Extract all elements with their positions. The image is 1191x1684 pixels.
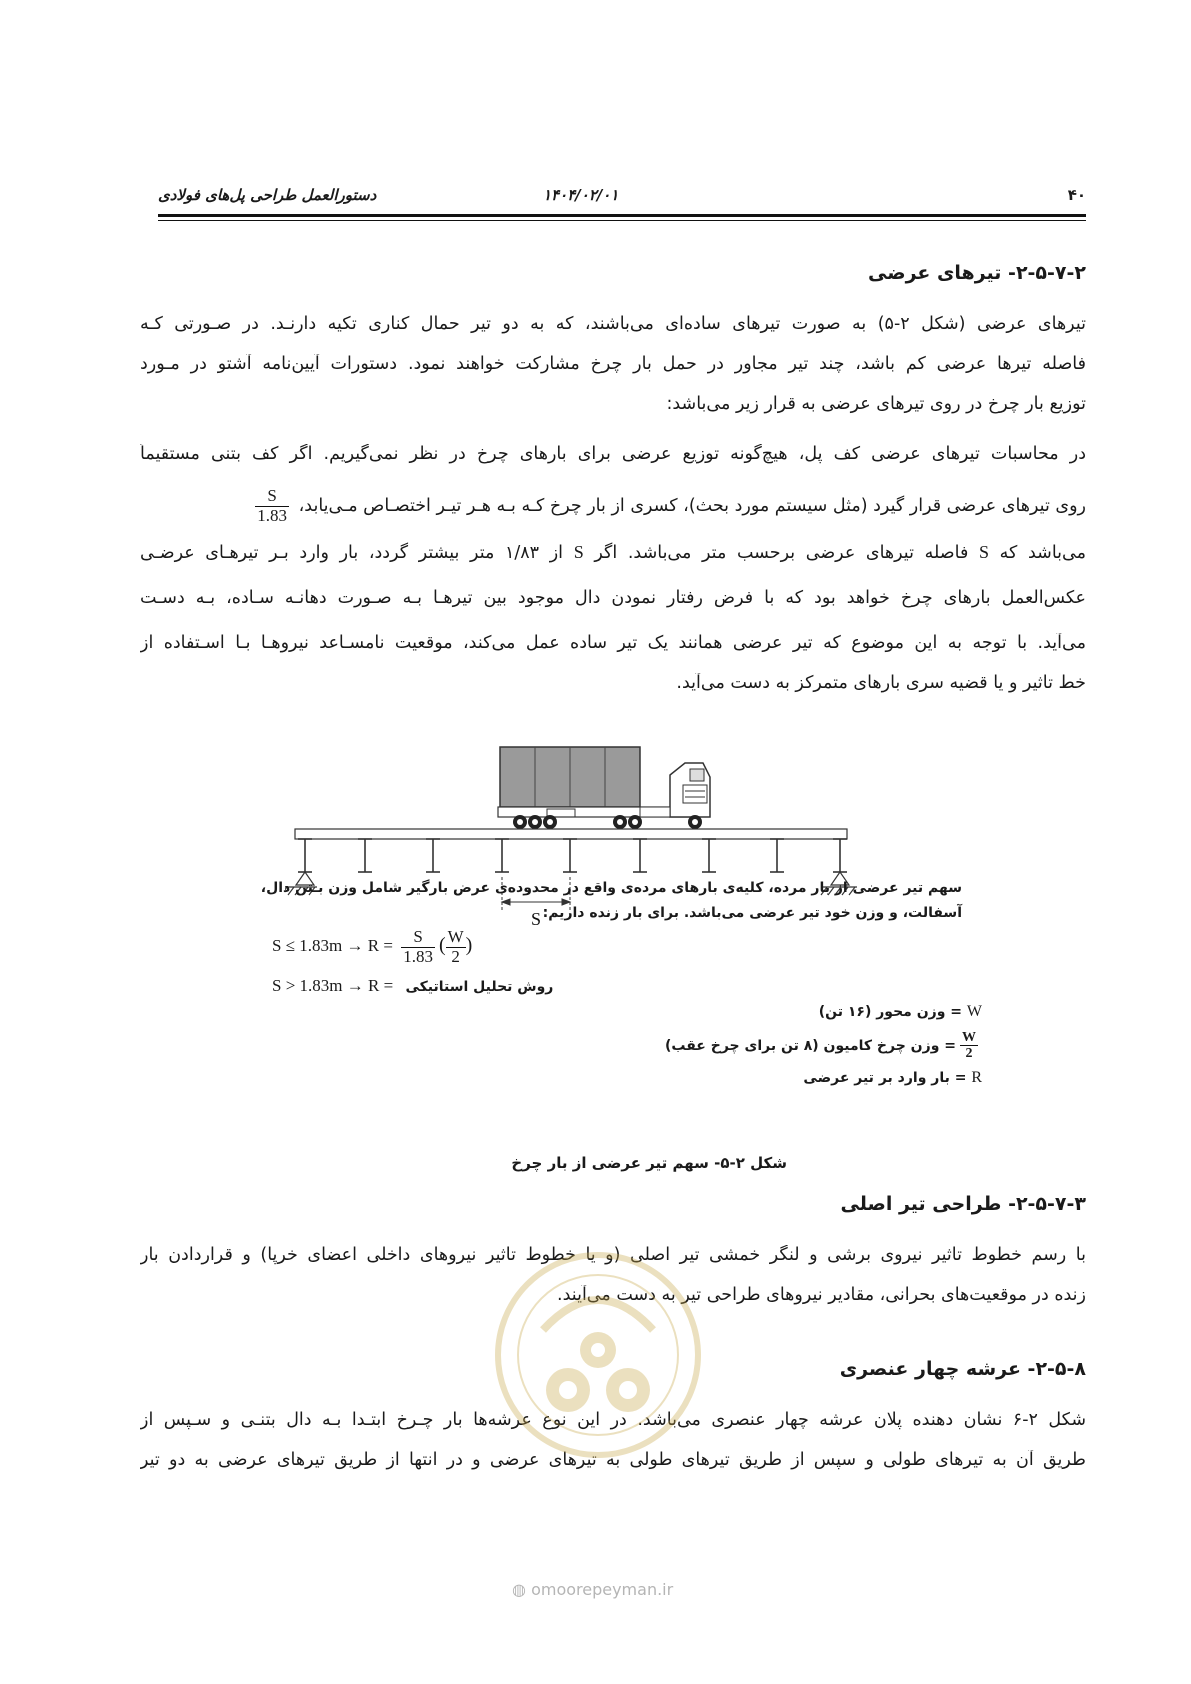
section-heading: ۲-۵-۷-۲- تیرهای عرضی — [868, 262, 1086, 284]
section-heading: ۲-۵-۸- عرشه چهار عنصری — [839, 1358, 1086, 1380]
formula-case-2: S > 1.83m → R = روش تحلیل استاتیکی — [272, 976, 554, 995]
header-rule-thin — [158, 220, 1086, 221]
figure-note-line: سهم تیر عرضی از بار مرده، کلیه‌ی بارهای مرده‌ی واقع در محدوده‌ی عرض بارگیر شامل وزن بـتن دال، — [260, 880, 962, 896]
bridge-deck — [295, 829, 847, 839]
header-rule-thick — [158, 214, 1086, 217]
globe-icon: ◍ — [512, 1580, 526, 1599]
paragraph-line: عکس‌العمل بارهای چرخ خواهد بود که با فرض رفتار نمودن دال موجود بین تیرهـا بـه صـورت دهانـه سـاده، بـه دسـت — [140, 588, 1086, 608]
header-title: دستورالعمل طراحی پل‌های فولادی — [158, 186, 377, 204]
paragraph-text: روی تیرهای عرضی قرار گیرد (مثل سیستم مورد بحث)، کسری از بار چرخ کـه بـه هـر تیـر اختصـاص مـی‌یابد، — [298, 496, 1086, 516]
paragraph-line: شکل ۲-۶ نشان دهنده پلان عرشه چهار عنصری می‌باشد. در این نوع عرشه‌ها بار چـرخ ابتـدا بـه دال بتنـی و سـپس از — [140, 1410, 1086, 1430]
paragraph-line: می‌آید. با توجه به این موضوع که تیر عرضی همانند یک تیر ساده عمل می‌کند، موقعیت نامسـاعد نیروهـا بـا اسـتفاده از — [140, 633, 1086, 653]
paragraph-line: توزیع بار چرخ در روی تیرهای عرضی به قرار زیر می‌باشد: — [666, 394, 1086, 414]
paragraph-line: خط تاثیر و یا قضیه سری بارهای متمرکز به دست می‌آید. — [676, 673, 1086, 693]
paragraph-line: می‌باشد که S فاصله تیرهای عرضی برحسب متر می‌باشد. اگر S از ۱/۸۳ متر بیشتر گردد، بار وارد بـر تیرهـای عرضـی — [140, 542, 1086, 563]
legend-item: $\frac{W}{2}$ = وزن چرخ کامیون (۸ تن برای چرخ عقب) — [665, 1030, 976, 1062]
header-date: ۱۴۰۴/۰۲/۰۱ — [543, 186, 619, 204]
watermark-seal — [483, 1240, 713, 1480]
page-header — [158, 186, 1086, 208]
paragraph-line: با رسم خطوط تاثیر نیروی برشی و لنگر خمشی تیر اصلی (و یا خطوط تاثیر نیروهای داخلی اعضای خرپا) و قراردادن بار — [140, 1245, 1086, 1265]
section-heading: ۲-۵-۷-۳- طراحی تیر اصلی — [840, 1193, 1086, 1215]
legend-item: W = وزن محور (۱۶ تن) — [818, 1003, 982, 1020]
fraction-w-over-2: $\frac{W}{2}$ — [962, 1030, 976, 1062]
dimension-label: S — [530, 909, 542, 929]
paragraph-line: زنده در موقعیت‌های بحرانی، مقادیر نیروهای طراحی تیر به دست می‌آیند. — [557, 1285, 1086, 1305]
paragraph-line: در محاسبات تیرهای عرضی کف پل، هیچ‌گونه توزیع عرضی برای بارهای چرخ در نظر نمی‌گیریم. اگر کف بتنی مستقیماً — [140, 444, 1086, 464]
paragraph-line-with-fraction — [140, 482, 1086, 530]
paragraph-line: تیرهای عرضی (شکل ۲-۵) به صورت تیرهای ساده‌ای می‌باشند، که به دو تیر حمال کناری تکیه دارنـد. در صـورتی کـه — [140, 314, 1086, 334]
figure-caption: شکل ۲-۵- سهم تیر عرضی از بار چرخ — [511, 1154, 787, 1172]
paragraph-line: طریق آن به تیرهای طولی و سپس از طریق تیرهای طولی به تیرهای عرضی و در انتها از طریق تیرهای عرضی به دو تیر — [140, 1450, 1086, 1470]
fraction-s-over-1-83: $\frac{S}{1.83}$ — [257, 485, 288, 525]
watermark-url: ◍ omoorepeyman.ir — [512, 1580, 674, 1599]
fraction-s-over-1-83: $\frac{S}{1.83}$ — [403, 927, 433, 966]
figure-note-line: آسفالت، و وزن خود تیر عرضی می‌باشد. برای بار زنده داریم: — [542, 905, 962, 921]
paragraph-line: فاصله تیرها عرضی کم باشد، چند تیر مجاور در حمل بار چرخ مشارکت خواهند نمود. دستورات آیین‌نامه آشتو در مـورد — [140, 354, 1086, 374]
page-number: ۴۰ — [1067, 186, 1086, 204]
legend-item: R = بار وارد بر تیر عرضی — [803, 1069, 982, 1086]
fraction-w-over-2: $\frac{W}{2}$ — [447, 927, 464, 966]
floor-beams — [298, 839, 847, 872]
formula-case-1: S ≤ 1.83m → R = $\frac{S}{1.83}$ ( $\frac{W}{2}$ ) — [272, 927, 473, 966]
truck-icon — [498, 747, 710, 829]
